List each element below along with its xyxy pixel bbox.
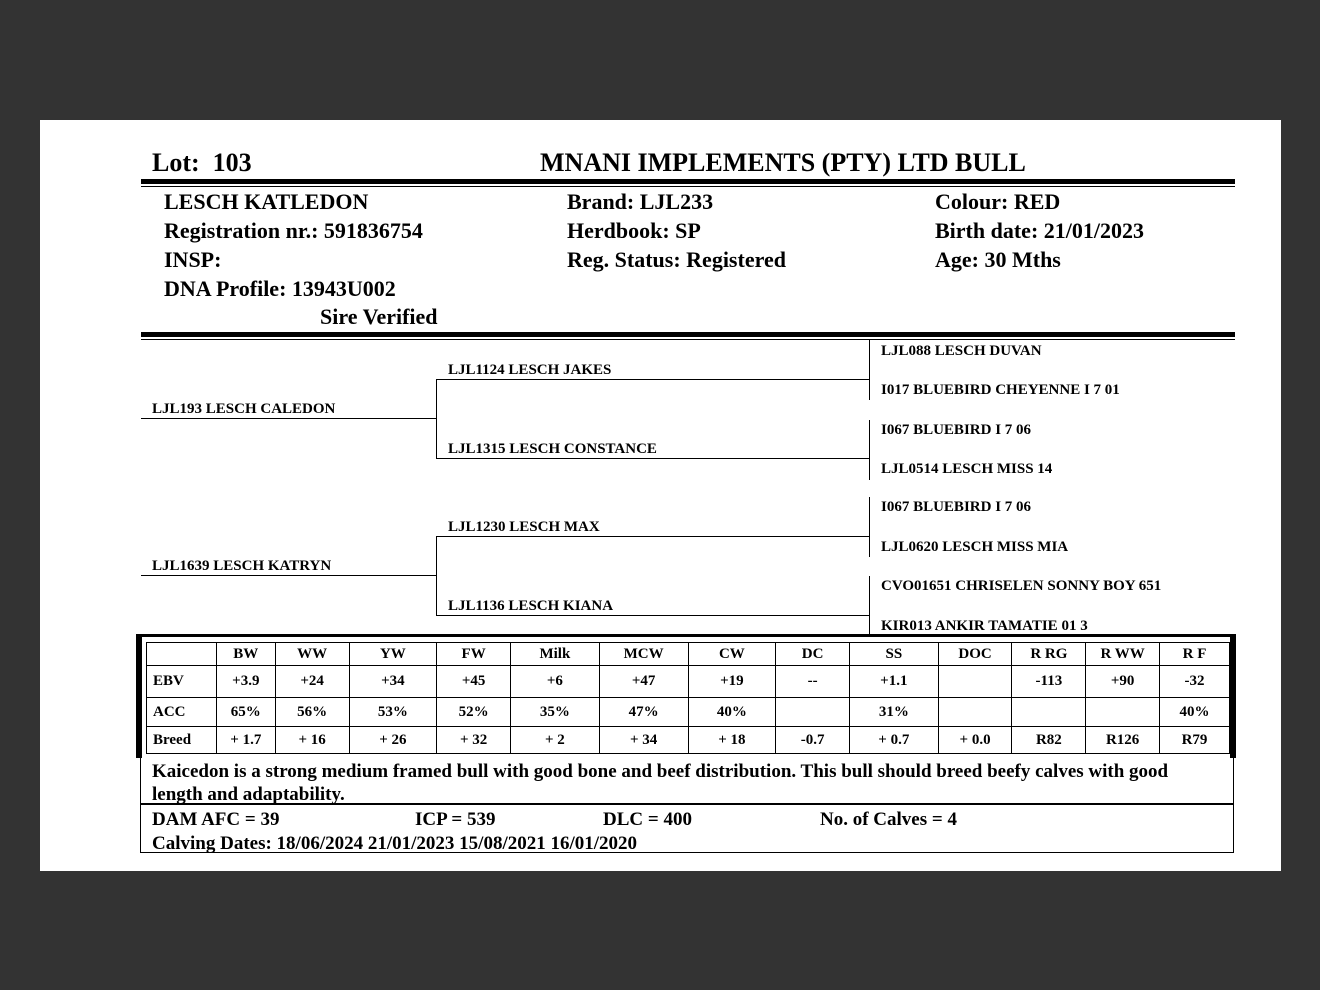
info-divider-thick [141, 332, 1235, 337]
ebv-cell: 40% [688, 698, 776, 727]
ebv-cell [1086, 698, 1160, 727]
ebv-column-header: Milk [511, 643, 600, 666]
pedigree-great-grandparent: KIR013 ANKIR TAMATIE 01 3 [881, 618, 1088, 634]
ebv-cell: -32 [1160, 666, 1230, 698]
ebv-cell: + 0.0 [938, 727, 1012, 754]
pedigree-great-grandparent: LJL0514 LESCH MISS 14 [881, 461, 1053, 477]
ebv-cell: 40% [1160, 698, 1230, 727]
ebv-cell: + 0.7 [849, 727, 938, 754]
pedigree-great-grandparent: CVO01651 CHRISELEN SONNY BOY 651 [881, 578, 1162, 594]
calving-dates: Calving Dates: 18/06/2024 21/01/2023 15/08/2021 16/01/2020 [152, 833, 638, 854]
lot-number: 103 [212, 148, 252, 177]
ebv-cell: +45 [437, 666, 511, 698]
age: Age: 30 Mths [935, 247, 1061, 272]
ebv-cell: +34 [349, 666, 437, 698]
ebv-cell: + 32 [437, 727, 511, 754]
ebv-row-label: EBV [147, 666, 217, 698]
ebv-cell: + 16 [275, 727, 349, 754]
number-of-calves: No. of Calves = 4 [820, 809, 957, 830]
dna-profile: DNA Profile: 13943U002 [164, 276, 396, 301]
ebv-cell [1012, 698, 1086, 727]
pedigree-dam: LJL1639 LESCH KATRYN [152, 558, 332, 574]
ebv-column-header: SS [849, 643, 938, 666]
calving-stats-box [140, 804, 1234, 853]
ebv-column-header: DC [776, 643, 850, 666]
ebv-row-label: Breed [147, 727, 217, 754]
ebv-header-row [147, 643, 1230, 666]
animal-name: LESCH KATLEDON [164, 189, 369, 214]
ebv-column-header: CW [688, 643, 776, 666]
page-title: MNANI IMPLEMENTS (PTY) LTD BULL [540, 148, 1026, 177]
ebv-column-header: DOC [938, 643, 1012, 666]
ebv-cell [776, 698, 850, 727]
acc-row [147, 698, 1230, 727]
ebv-column-header: R F [1160, 643, 1230, 666]
sire-verified: Sire Verified [320, 304, 438, 329]
birth-date: Birth date: 21/01/2023 [935, 218, 1144, 243]
ebv-cell: 35% [511, 698, 600, 727]
ebv-column-header: R WW [1086, 643, 1160, 666]
registration-number: Registration nr.: 591836754 [164, 218, 423, 243]
ebv-cell: +19 [688, 666, 776, 698]
ebv-cell: R126 [1086, 727, 1160, 754]
pedigree-dam-dam: LJL1136 LESCH KIANA [448, 598, 614, 614]
icp: ICP = 539 [415, 809, 496, 830]
pedigree-great-grandparent: LJL0620 LESCH MISS MIA [881, 539, 1069, 555]
pedigree-dam-sire: LJL1230 LESCH MAX [448, 519, 600, 535]
ebv-cell: 65% [216, 698, 275, 727]
reg-status: Reg. Status: Registered [567, 247, 786, 272]
ebv-column-header: BW [216, 643, 275, 666]
ebv-cell: + 26 [349, 727, 437, 754]
ebv-column-header: YW [349, 643, 437, 666]
colour: Colour: RED [935, 189, 1061, 214]
bull-comment-box [140, 756, 1234, 804]
pedigree-sire: LJL193 LESCH CALEDON [152, 401, 336, 417]
ebv-column-header: MCW [599, 643, 688, 666]
ebv-cell: +3.9 [216, 666, 275, 698]
ebv-cell: +90 [1086, 666, 1160, 698]
ebv-column-header [147, 643, 217, 666]
dlc: DLC = 400 [603, 809, 692, 830]
pedigree-great-grandparent: LJL088 LESCH DUVAN [881, 343, 1042, 359]
ebv-cell: R82 [1012, 727, 1086, 754]
ebv-cell: -- [776, 666, 850, 698]
ebv-column-header: R RG [1012, 643, 1086, 666]
lot-header [152, 150, 252, 176]
ebv-cell: 56% [275, 698, 349, 727]
ebv-cell [938, 698, 1012, 727]
ebv-cell: 53% [349, 698, 437, 727]
ebv-cell: +47 [599, 666, 688, 698]
ebv-cell: 31% [849, 698, 938, 727]
ebv-column-header: FW [437, 643, 511, 666]
insp-label: INSP: [164, 247, 222, 272]
ebv-table-frame [136, 634, 1236, 758]
herdbook: Herdbook: SP [567, 218, 701, 243]
ebv-column-header: WW [275, 643, 349, 666]
ebv-cell: -0.7 [776, 727, 850, 754]
ebv-cell: 52% [437, 698, 511, 727]
header-divider-thin [141, 186, 1235, 187]
brand: Brand: LJL233 [567, 189, 714, 214]
pedigree-sire-dam: LJL1315 LESCH CONSTANCE [448, 441, 657, 457]
ebv-row [147, 666, 1230, 698]
ebv-cell: + 2 [511, 727, 600, 754]
ebv-cell: +24 [275, 666, 349, 698]
ebv-cell [938, 666, 1012, 698]
pedigree-great-grandparent: I067 BLUEBIRD I 7 06 [881, 499, 1032, 515]
ebv-table [146, 642, 1230, 754]
pedigree-great-grandparent: I017 BLUEBIRD CHEYENNE I 7 01 [881, 382, 1120, 398]
ebv-cell: + 34 [599, 727, 688, 754]
sale-catalogue-card [40, 120, 1281, 871]
ebv-row-label: ACC [147, 698, 217, 727]
pedigree-great-grandparent: I067 BLUEBIRD I 7 06 [881, 422, 1032, 438]
bull-comment: Kaicedon is a strong medium framed bull with good bone and beef distribution. This bull should breed beefy calves with good length and adaptability. [152, 761, 1169, 805]
dam-afc: DAM AFC = 39 [152, 809, 280, 830]
breed-row [147, 727, 1230, 754]
pedigree-sire-sire: LJL1124 LESCH JAKES [448, 362, 612, 378]
ebv-cell: +6 [511, 666, 600, 698]
header-divider-thick [141, 179, 1235, 184]
lot-label: Lot: [152, 148, 200, 177]
ebv-cell: + 18 [688, 727, 776, 754]
ebv-cell: + 1.7 [216, 727, 275, 754]
info-divider-thin [141, 339, 1235, 340]
ebv-cell: R79 [1160, 727, 1230, 754]
ebv-cell: +1.1 [849, 666, 938, 698]
ebv-cell: -113 [1012, 666, 1086, 698]
ebv-cell: 47% [599, 698, 688, 727]
